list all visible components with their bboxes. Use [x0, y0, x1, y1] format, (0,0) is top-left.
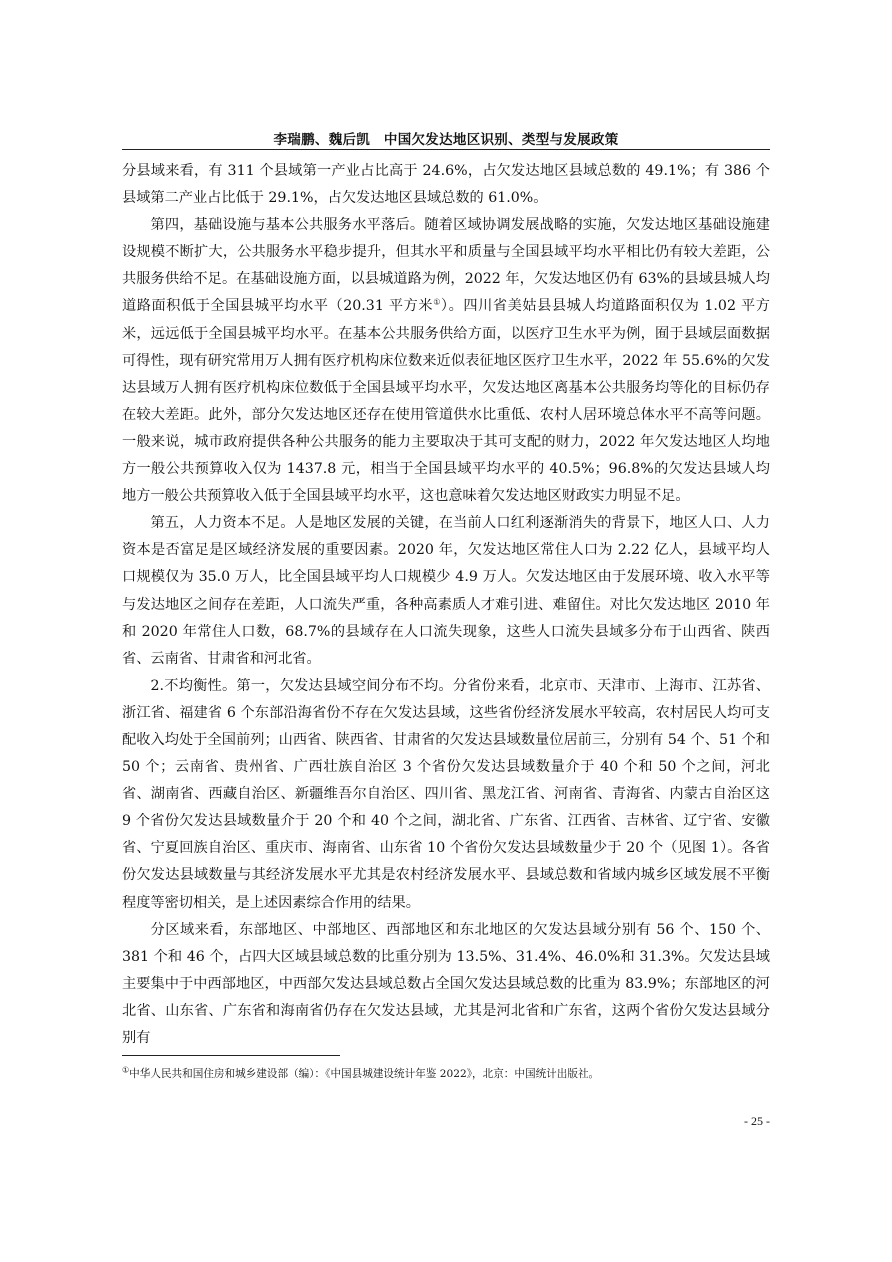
- footnote-reference[interactable]: ①: [433, 297, 441, 307]
- paragraph-2: [122, 212, 770, 510]
- paragraph-3-text: 第五，人力资本不足。人是地区发展的关键，在当前人口红利逐渐消失的背景下，地区人口、人力资本是否富足是区域经济发展的重要因素。2020 年，欠发达地区常住人口为 2.22 亿人，县域平均人口规模仅为 35.0 万人，比全国县域平均人口规模少 4.9 万人。欠发达地区由于发展环境、收入水平等与发达地区之间存在差距，人口流失严重，各种高素质人才难引进、难留住。对比欠发达地区 2010 年和 2020 年常住人口数，68.7%的县域存在人口流失现象，这些人口流失县域多分布于山西省、陕西省、云南省、甘肃省和河北省。: [122, 515, 770, 667]
- paragraph-2-text-a: 第四，基础设施与基本公共服务水平落后。随着区域协调发展战略的实施，欠发达地区基础设施建设规模不断扩大，公共服务水平稳步提升，但其水平和质量与全国县域平均水平相比仍有较大差距，公共服务供给不足。在基础设施方面，以县城道路为例，2022 年，欠发达地区仍有 63%的县域县城人均道路面积低于全国县城平均水平（20.31 平方米: [122, 217, 770, 315]
- paragraph-2-text-b: ）。四川省美姑县县城人均道路面积仅为 1.02 平方米，远远低于全国县城平均水平。在基本公共服务供给方面，以医疗卫生水平为例，囿于县域层面数据可得性，现有研究常用万人拥有医疗机构床位数来近似表征地区医疗卫生水平，2022 年 55.6%的欠发达县域万人拥有医疗机构床位数低于全国县域平均水平，欠发达地区离基本公共服务均等化的目标仍存在较大差距。此外，部分欠发达地区还存在使用管道供水比重低、农村人居环境总体水平不高等问题。一般来说，城市政府提供各种公共服务的能力主要取决于其可支配的财力，2022 年欠发达地区人均地方一般公共预算收入仅为 1437.8 元，相当于全国县域平均水平的 40.5%；96.8%的欠发达县域人均地方一般公共预算收入低于全国县域平均水平，这也意味着欠发达地区财政实力明显不足。: [122, 298, 770, 505]
- footnote-divider: [122, 1055, 340, 1056]
- footnote: [122, 1066, 770, 1082]
- page-number: - 25 -: [744, 1114, 770, 1128]
- footnote-text: 中华人民共和国住房和城乡建设部（编）：《中国县城建设统计年鉴 2022》，北京：中国统计出版社。: [129, 1068, 600, 1080]
- paragraph-1-text: 分县域来看，有 311 个县域第一产业占比高于 24.6%，占欠发达地区县域总数的 49.1%；有 386 个县域第二产业占比低于 29.1%，占欠发达地区县域总数的 61.0%。: [122, 163, 770, 207]
- body-text: [122, 158, 770, 1052]
- header-divider: [122, 149, 770, 150]
- paragraph-3: [122, 510, 770, 673]
- paragraph-4-text: 2.不均衡性。第一，欠发达县域空间分布不均。分省份来看，北京市、天津市、上海市、江苏省、浙江省、福建省 6 个东部沿海省份不存在欠发达县域，这些省份经济发展水平较高，农村居民人均可支配收入均处于全国前列；山西省、陕西省、甘肃省的欠发达县域数量位居前三，分别有 54 个、51 个和 50 个；云南省、贵州省、广西壮族自治区 3 个省份欠发达县域数量介于 40 个和 50 个之间，河北省、湖南省、西藏自治区、新疆维吾尔自治区、四川省、黑龙江省、河南省、青海省、内蒙古自治区这 9 个省份欠发达县域数量介于 20 个和 40 个之间，湖北省、广东省、江西省、吉林省、辽宁省、安徽省、宁夏回族自治区、重庆市、海南省、山东省 10 个省份欠发达县域数量少于 20 个（见图 1）。各省份欠发达县域数量与其经济发展水平尤其是农村经济发展水平、县域总数和省域内城乡区域发展不平衡程度等密切相关，是上述因素综合作用的结果。: [122, 677, 770, 911]
- paragraph-5: [122, 917, 770, 1052]
- running-header: 李瑞鹏、魏后凯 中国欠发达地区识别、类型与发展政策: [273, 132, 619, 148]
- paragraph-5-text: 分区域来看，东部地区、中部地区、西部地区和东北地区的欠发达县域分别有 56 个、150 个、381 个和 46 个，占四大区域县域总数的比重分别为 13.5%、31.4%、46.0%和 31.3%。欠发达县域主要集中于中西部地区，中西部欠发达县域总数占全国欠发达县域总数的比重为 83.9%；东部地区的河北省、山东省、广东省和海南省仍存在欠发达县域，尤其是河北省和广东省，这两个省份欠发达县域分别有: [122, 921, 770, 1046]
- footnote-marker: ①: [122, 1065, 130, 1075]
- paragraph-1: [122, 158, 770, 212]
- paragraph-4: [122, 673, 770, 917]
